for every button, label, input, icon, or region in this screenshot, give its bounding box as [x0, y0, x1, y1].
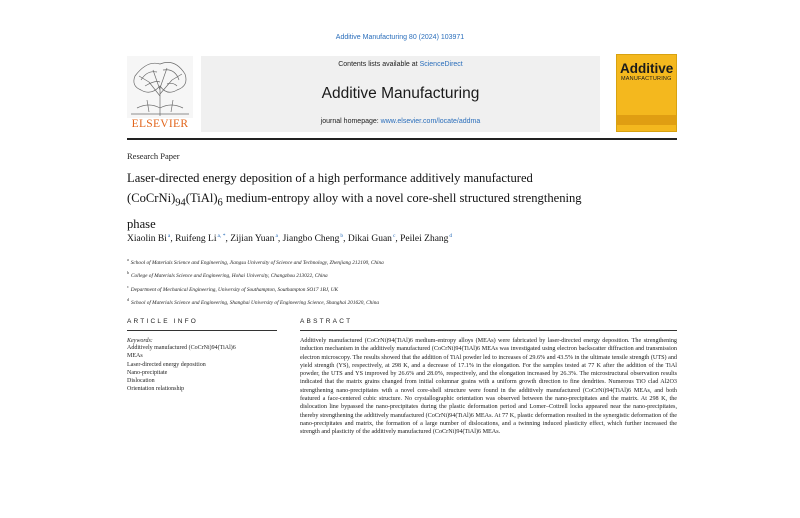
cover-title: Additive — [620, 61, 674, 76]
journal-banner — [201, 56, 600, 132]
keyword-item: Orientation relationship — [127, 386, 185, 393]
article-info-heading: ARTICLE INFO — [127, 318, 199, 325]
author[interactable]: Zijian Yuan$^a$ — [230, 233, 278, 245]
journal-header — [127, 56, 677, 132]
keywords-section — [127, 338, 262, 394]
abstract-heading: ABSTRACT — [300, 318, 353, 325]
elsevier-wordmark: ELSEVIER — [131, 118, 189, 130]
journal-homepage-link[interactable]: www.elsevier.com/locate/addma — [380, 118, 481, 125]
homepage-prefix: journal homepage: — [320, 118, 381, 125]
title-subscript-2: 6 — [217, 197, 223, 209]
author[interactable]: Peilei Zhang$^d$ — [400, 233, 453, 245]
contents-prefix: Contents lists available at — [338, 61, 420, 68]
author-list: Xiaolin Bi$^a$, Ruifeng $Li^{a, *}$, Zijian Yuan$^a$, Jiangbo Cheng$^b$, Dikai Guan$^c$, Peilei Zhang$^d$ — [127, 233, 453, 245]
author[interactable]: Ruifeng $Li^{a, *}$ — [175, 233, 226, 245]
article-info-rule — [127, 330, 277, 331]
elsevier-logo — [127, 56, 193, 132]
title-subscript-1: 94 — [175, 197, 186, 209]
cover-strip — [617, 115, 676, 125]
journal-cover[interactable] — [616, 54, 677, 132]
article-title — [127, 168, 587, 234]
author[interactable]: Xiaolin Bi$^a$ — [127, 233, 171, 245]
abstract-rule — [300, 330, 677, 331]
cover-subtitle: MANUFACTURING — [621, 76, 672, 82]
affiliation-item: $^a$School of Materials Science and Engineering, Jiangsu University of Science and Technology, Zhenjiang 212100, China — [127, 257, 384, 266]
affiliations — [127, 255, 667, 308]
affiliation-item: $^b$College of Materials Science and Engineering, Hohai University, Changzhou 213022, China — [127, 270, 328, 280]
keyword-item: Additively manufactured (CoCrNi)94(TiAl)6 — [127, 345, 236, 351]
title-part-3: medium-entropy alloy with a novel core-shell structured strengthening phase — [127, 191, 582, 231]
contents-line — [201, 61, 600, 68]
sciencedirect-link[interactable]: ScienceDirect — [419, 61, 463, 68]
title-part-2: (TiAl) — [185, 191, 218, 205]
title-part-1: Laser-directed energy deposition of a high performance additively manufactured (CoCrNi) — [127, 171, 533, 205]
author[interactable]: Jiangbo Cheng$^b$ — [282, 233, 344, 245]
affiliation-item: $^c$Department of Mechanical Engineering, University of Southampton, Southampton SO17 1BJ, UK — [127, 283, 339, 293]
journal-reference[interactable]: Additive Manufacturing 80 (2024) 103971 — [335, 34, 465, 41]
keyword-item: Nano-precipitate — [127, 369, 168, 376]
author[interactable]: Dikai Guan$^c$ — [347, 233, 396, 245]
journal-title: Additive Manufacturing — [321, 85, 480, 102]
keyword-item: Dislocation — [127, 378, 155, 385]
tree-icon — [127, 56, 193, 118]
keyword-item: Laser-directed energy deposition — [127, 361, 206, 368]
article-type: Research Paper — [127, 151, 180, 161]
keywords-label: Keywords: — [127, 338, 153, 344]
homepage-line — [201, 118, 600, 125]
keyword-item: MEAs — [127, 353, 143, 360]
header-rule — [127, 138, 677, 140]
abstract-text: Additively manufactured (CoCrNi)94(TiAl)6 medium-entropy alloys (MEAs) were fabricated by laser-directed energy deposition. The strengthening induction mechanism in the additively manufactured (CoCrNi)94(TiAl)6 MEAs was investigated using electron backscatter diffraction and transmission electron microscopy. The results showed that the addition of TiAl powder led to increases of 29.6% and 43.5% in the ultimate tensile strength (UTS) and yield strength (YS), respectively, at 298 K, and a decrease of 17.1% in the elongation. For the samples tested at 77 K after the addition of the TiAl powder, the UTS and YS improved by 26.6% and 28.0%, respectively, and the elongation increased by 26.3%. The microstructural observation results indicated that the matrix grains changed from initial columnar grains with a uniform growth direction to fine dendrites. Numerous TiO clad Al2O3 strengthening nano-precipitates with a novel core-shell structure were found in the additively manufactured (CoCrNi)94(TiAl)6 MEAs, and both featured a face-centered cubic structure. No crystallographic orientation was observed between the nano-precipitates and the matrix. At 298 K, the dislocation line bypassed the nano-precipitates during the plastic deformation period and Lomer–Cottrell locks appeared near the nano-precipitates, thereby strengthening the additively manufactured (CoCrNi)94(TiAl)6 MEAs. At 77 K, plastic deformation resulted in the synergistic deformation of the nano-precipitates and matrix, the formation of a large number of dislocations, and a twinning induced plasticity effect, which further increased the strength and plasticity of the additively manufactured (CoCrNi)94(TiAl)6 MEAs. — [300, 338, 677, 436]
affiliation-item: $^d$School of Materials Science and Engineering, Shanghai University of Engineering Science, Shanghai 201620, China — [127, 296, 380, 306]
